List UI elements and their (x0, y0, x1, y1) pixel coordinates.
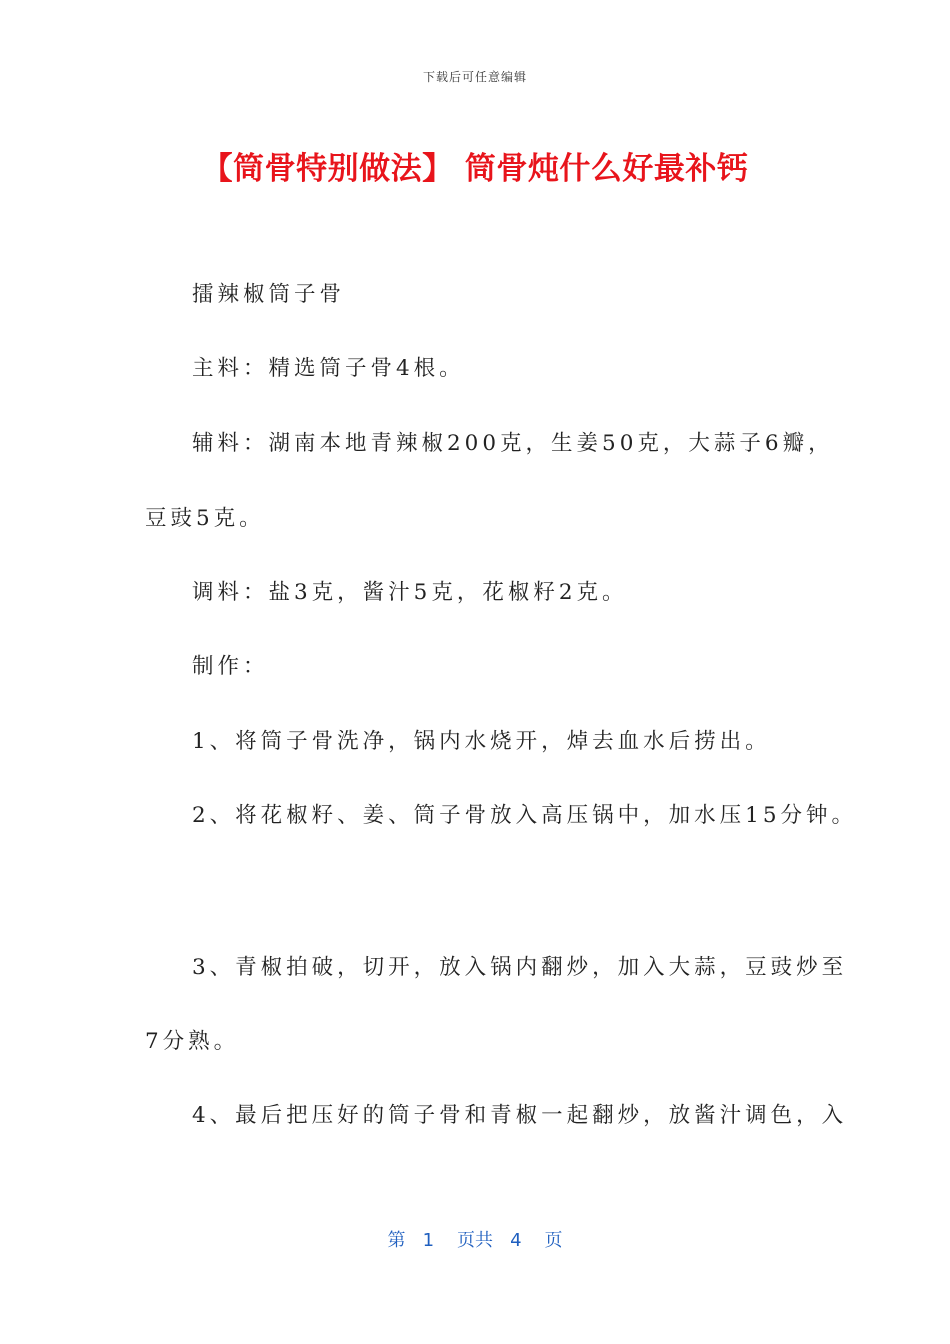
footer-total-label: 页共 (457, 1230, 493, 1251)
paragraph-line: 2、将花椒籽、姜、筒子骨放入高压锅中，加水压15分钟。 (192, 803, 858, 828)
footer-current-page: 1 (422, 1230, 435, 1251)
footer-end-label: 页 (544, 1230, 563, 1251)
header-note: 下载后可任意编辑 (422, 70, 527, 84)
page-footer (0, 1226, 950, 1252)
footer-total-pages: 4 (510, 1230, 522, 1251)
paragraph-line: 主料：精选筒子骨4根。 (192, 356, 465, 381)
paragraph-line: 4、最后把压好的筒子骨和青椒一起翻炒，放酱汁调色，入 (192, 1103, 848, 1128)
paragraph-line: 调料：盐3克，酱汁5克，花椒籽2克。 (192, 580, 628, 605)
document-title: 【筒骨特别做法】 筒骨炖什么好最补钙 (201, 151, 749, 187)
paragraph-line: 豆豉5克。 (145, 506, 265, 531)
paragraph-line: 7分熟。 (145, 1029, 240, 1054)
footer-page-label: 第 (387, 1230, 406, 1251)
paragraph-line: 辅料：湖南本地青辣椒200克，生姜50克，大蒜子6瓣， (192, 431, 834, 456)
paragraph-line: 制作： (192, 654, 269, 679)
paragraph-line: 擂辣椒筒子骨 (192, 282, 346, 307)
paragraph-line: 3、青椒拍破，切开，放入锅内翻炒，加入大蒜，豆豉炒至 (192, 955, 848, 980)
paragraph-line: 1、将筒子骨洗净，锅内水烧开，焯去血水后捞出。 (192, 729, 771, 754)
